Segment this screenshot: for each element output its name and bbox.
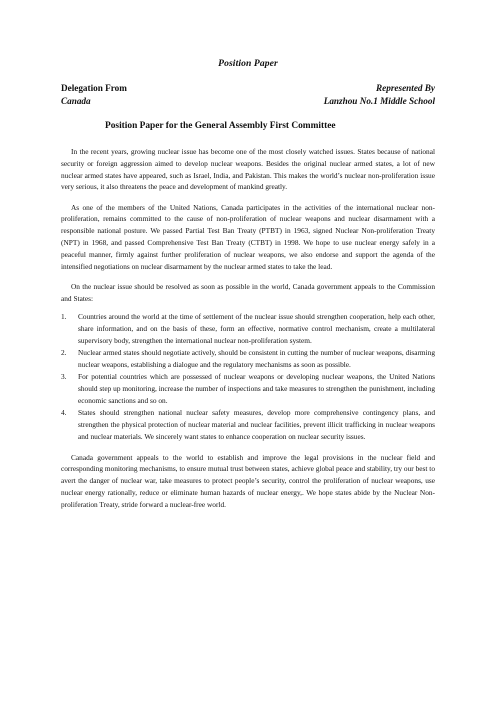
list-item-text: Countries around the world at the time of settlement of the nuclear issue should strengthen cooperation, help each other, share information, and on the basis of these, form an effective, normative control mechanism, create a multilateral supervisory body, strengthen the international nuclear non-proliferation system. <box>78 312 435 345</box>
document-title: Position Paper <box>218 58 278 69</box>
document-body <box>61 146 435 519</box>
list-item-text: Nuclear armed states should negotiate actively, should be consistent in cutting the number of nuclear weapons, disarming nuclear weapons, establishing a dialogue and the regulatory mechanisms as soon as possible. <box>78 348 435 370</box>
paragraph: On the nuclear issue should be resolved as soon as possible in the world, Canada government appeals to the Commission and States: <box>61 281 435 303</box>
delegation-header <box>61 82 435 107</box>
list-item-number: 1. <box>61 312 67 322</box>
paragraph: As one of the members of the United Nations, Canada participates in the activities of the international nuclear non-proliferation, remains committed to the cause of non-proliferation of nuclear weapons and nuclear disarmament with a responsible national posture. We passed Partial Test Ban Treaty (PTBT) in 1963, signed Nuclear Non-proliferation Treaty (NPT) in 1968, and passed Comprehensive Test Ban Treaty (CTBT) in 1998. We hope to use nuclear energy safely in a peaceful manner, firmly against further proliferation of nuclear weapons, we also endorse and support the agenda of the intensified negotiations on nuclear disarmament by the nuclear armed states to take the lead. <box>61 202 435 271</box>
list-item <box>61 371 435 406</box>
list-item <box>61 311 435 346</box>
paragraph: In the recent years, growing nuclear issue has become one of the most closely watched issues. States because of national security or foreign aggression aimed to develop nuclear weapons. Besides the original nuclear armed states, a lot of new nuclear armed states have appeared, such as Israel, India, and Pakistan. This makes the world’s nuclear non-proliferation issue very serious, it also threatens the peace and development of mankind greatly. <box>61 147 435 192</box>
list-item-text: For potential countries which are possessed of nuclear weapons or developing nuclear weapons, the United Nations should step up monitoring, increase the number of inspections and take measures to strengthen the punishment, including economic sanctions and so on. <box>78 372 435 405</box>
list-item-number: 3. <box>61 372 67 382</box>
closing-paragraph: Canada government appeals to the world to establish and improve the legal provisions in the nuclear field and corresponding monitoring mechanisms, to ensure mutual trust between states, achieve global peace and stability, try our best to avert the danger of nuclear war, take measures to protect people’s security, control the proliferation of nuclear weapons, use nuclear energy rationally, reduce or eliminate human hazards of nuclear energy,. We hope states abide by the Nuclear Non-proliferation Treaty, stride forward a nuclear-free world. <box>61 452 435 509</box>
delegation-from-label: Delegation From <box>61 83 127 93</box>
list-item <box>61 407 435 442</box>
list-item-number: 4. <box>61 408 67 418</box>
list-item-text: States should strengthen national nuclear safety measures, develop more comprehensive contingency plans, and strengthen the physical protection of nuclear material and nuclear facilities, prevent illicit trafficking in nuclear weapons and nuclear materials. We sincerely want states to enhance cooperation on nuclear security issues. <box>78 408 435 441</box>
country-name: Canada <box>61 95 91 106</box>
list-item-number: 2. <box>61 348 67 358</box>
paper-subtitle: Position Paper for the General Assembly First Committee <box>105 121 336 131</box>
school-name: Lanzhou No.1 Middle School <box>323 95 435 106</box>
list-item <box>61 347 435 371</box>
appeal-list <box>61 311 435 442</box>
represented-by-label: Represented By <box>376 83 435 93</box>
